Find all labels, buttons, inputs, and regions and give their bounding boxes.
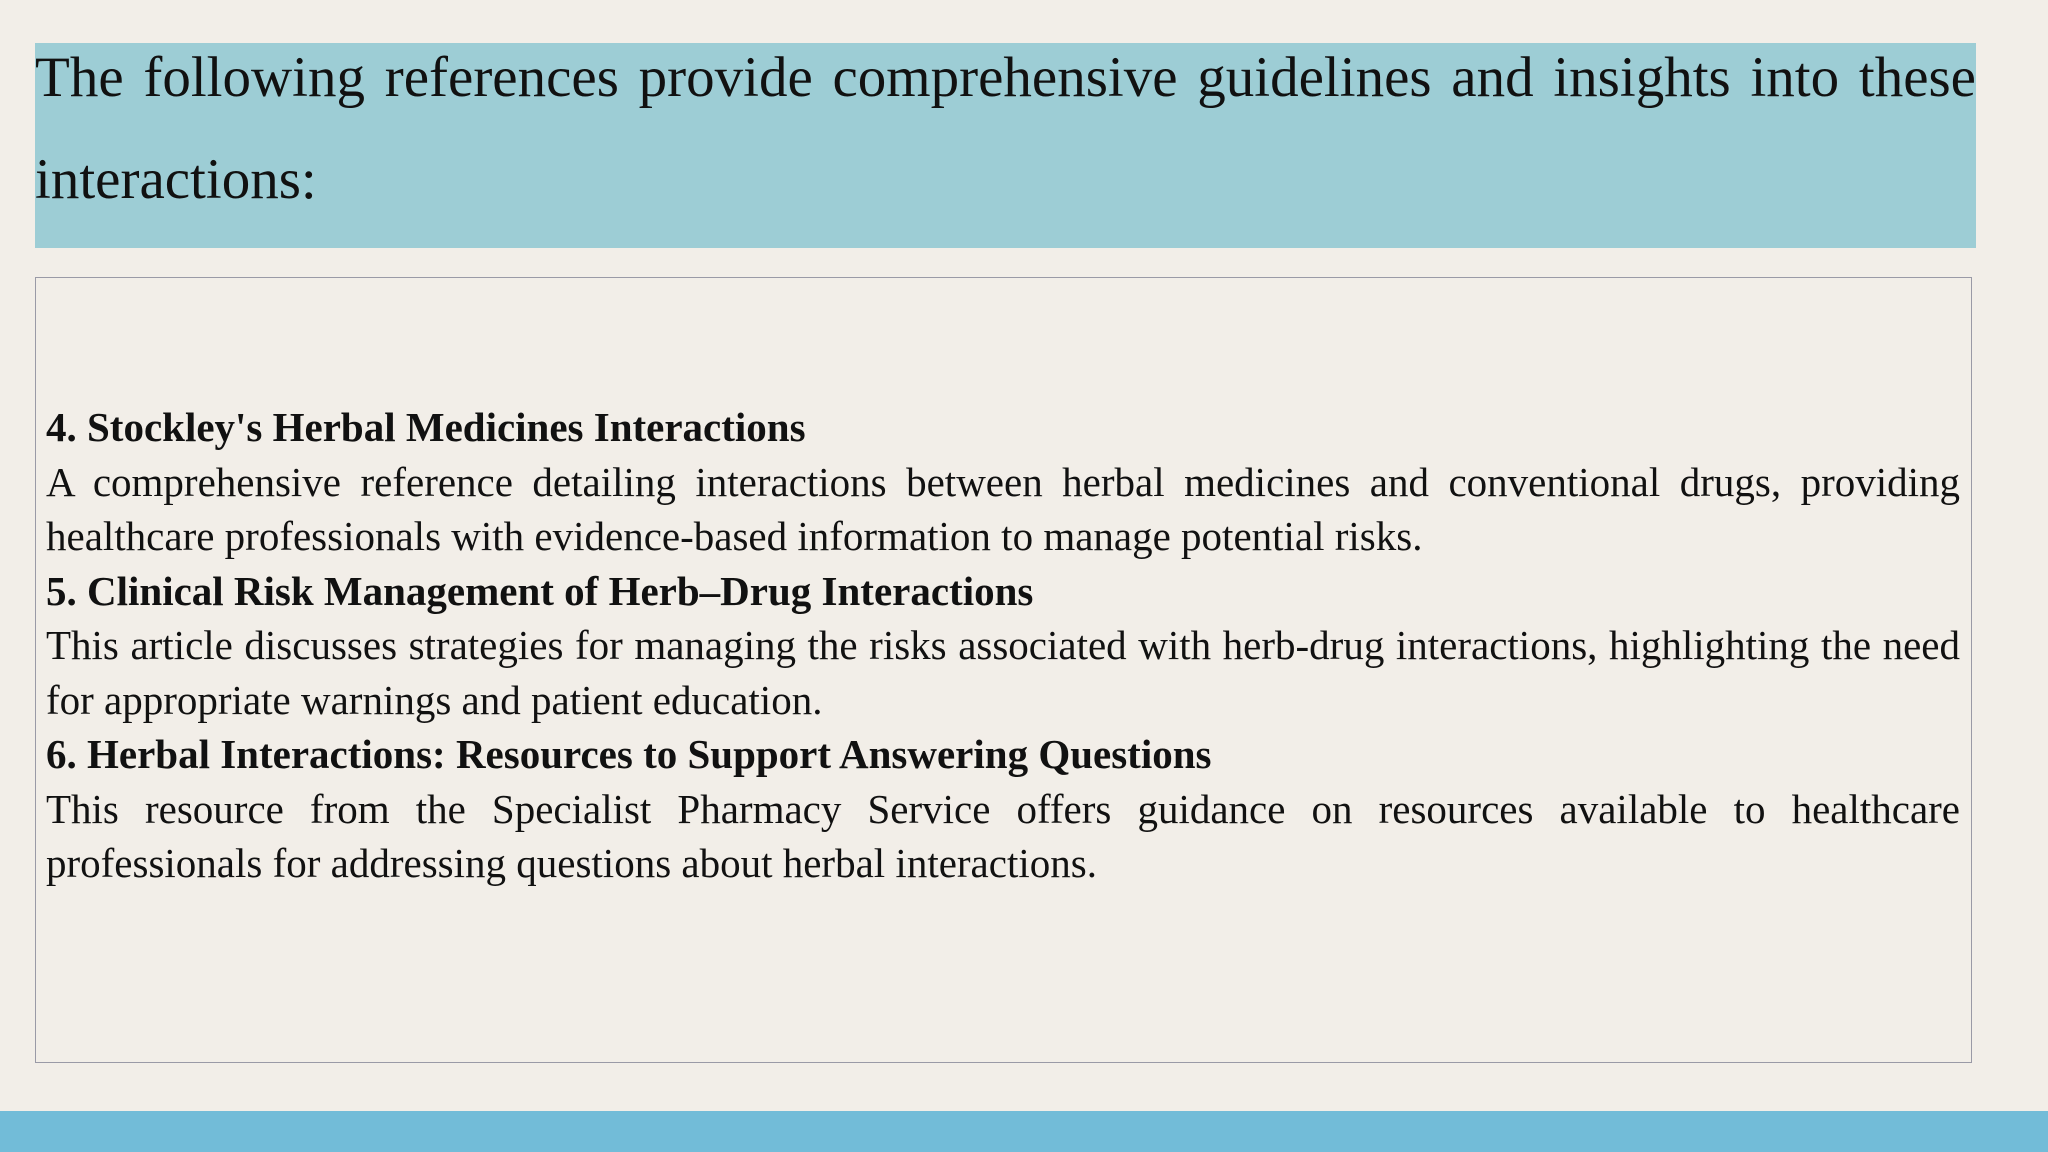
reference-title: 5. Clinical Risk Management of Herb–Drug Interactions (46, 567, 1034, 614)
reference-title: 6. Herbal Interactions: Resources to Support Answering Questions (46, 731, 1212, 777)
footer-band (0, 1111, 2048, 1152)
reference-item (46, 727, 1960, 891)
header-band (35, 43, 1976, 248)
reference-title: 4. Stockley's Herbal Medicines Interactions (46, 404, 806, 450)
references-box (35, 277, 1972, 1063)
reference-description: A comprehensive reference detailing interactions between herbal medicines and conventional drugs, providing healthcare professionals with evidence-based information to manage potential risks. (46, 458, 1960, 559)
reference-item (46, 400, 1960, 564)
reference-item (46, 564, 1960, 728)
slide-heading: The following references provide comprehensive guidelines and insights into these interactions: (35, 46, 1976, 211)
reference-description: This resource from the Specialist Pharmacy Service offers guidance on resources available to healthcare professionals for addressing questions about herbal interactions. (46, 785, 1960, 886)
references-list (46, 400, 1960, 891)
reference-description: This article discusses strategies for managing the risks associated with herb-drug interactions, highlighting the need for appropriate warnings and patient education. (46, 622, 1960, 723)
